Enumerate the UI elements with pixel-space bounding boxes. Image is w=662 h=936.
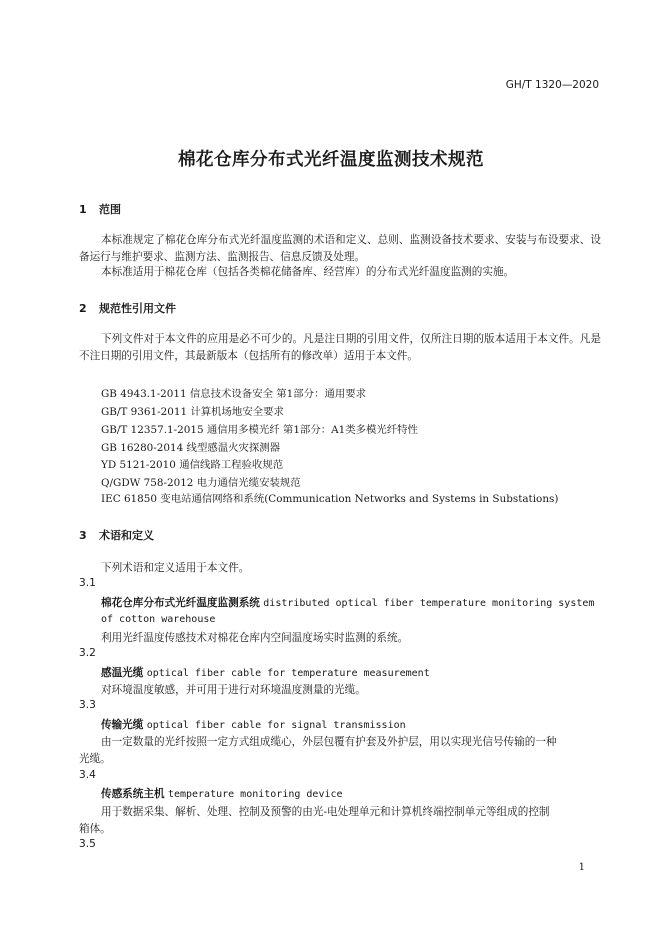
section-title: 规范性引用文件 [99,302,176,315]
section-number: 2 [79,302,87,315]
section-number: 1 [79,203,87,216]
term-definition: 利用光纤温度传感技术对棉花仓库内空间温度场实时监测的系统。 [101,632,409,644]
term-chinese: 传感系统主机 [101,788,165,800]
clause-number: 3.3 [79,699,96,711]
term-english: optical fiber cable for temperature measurement [146,668,430,679]
term-entry [101,786,343,801]
section-2-heading [79,300,176,316]
term-definition: 对环境温度敏感，并可用于进行对环境温度测量的光缆。 [101,684,366,696]
clause-number: 3.4 [79,769,96,781]
term-definition-continued: 箱体。 [79,823,111,835]
term-english: optical fiber cable for signal transmission [146,720,406,731]
clause-number: 3.1 [79,577,96,589]
reference-item: IEC 61850 变电站通信网络和系统(Communication Networks and Systems in Substations) [101,493,559,505]
section-1-heading [79,201,121,217]
term-english: of cotton warehouse [101,614,216,625]
section-number: 3 [79,529,87,542]
clause-number: 3.2 [79,647,96,659]
references-intro-paragraph: 下列文件对于本文件的应用是必不可少的。凡是注日期的引用文件，仅所注日期的版本适用于本文件。凡是不注日期的引用文件，其最新版本（包括所有的修改单）适用于本文件。 [79,333,601,362]
term-entry-continued [101,613,215,625]
reference-item: GB 16280-2014 线型感温火灾探测器 [101,442,281,454]
scope-paragraph-2: 本标准适用于棉花仓库（包括各类棉花储备库、经营库）的分布式光纤温度监测的实施。 [101,266,515,278]
document-title: 棉花仓库分布式光纤温度监测技术规范 [178,150,484,170]
reference-item: Q/GDW 758-2012 电力通信光缆安装规范 [101,477,301,489]
section-3-heading [79,527,154,543]
term-english: distributed optical fiber temperature monitoring system [263,598,595,609]
reference-item: YD 5121-2010 通信线路工程验收规范 [101,459,284,471]
term-entry [101,665,430,680]
scope-paragraph-1: 本标准规定了棉花仓库分布式光纤温度监测的术语和定义、总则、监测设备技术要求、安装与布设要求、设备运行与维护要求、监测方法、监测报告、信息反馈及处理。 [79,234,601,263]
term-chinese: 感温光缆 [101,667,144,679]
term-chinese: 传输光缆 [101,719,144,731]
term-definition-continued: 光缆。 [79,753,111,765]
term-english: temperature monitoring device [167,789,343,800]
term-definition: 由一定数量的光纤按照一定方式组成缆心，外层包覆有护套及外护层，用以实现光信号传输的一种 [101,736,557,748]
term-definition: 用于数据采集、解析、处理、控制及预警的由光-电处理单元和计算机终端控制单元等组成的控制 [101,806,550,818]
page-number: 1 [578,862,585,873]
term-chinese: 棉花仓库分布式光纤温度监测系统 [101,597,260,609]
clause-number: 3.5 [79,838,96,850]
term-entry [101,717,406,732]
terms-intro: 下列术语和定义适用于本文件。 [101,562,250,574]
reference-item: GB/T 12357.1-2015 通信用多模光纤 第1部分：A1类多模光纤特性 [101,424,418,436]
standard-code: GH/T 1320—2020 [505,79,599,91]
section-title: 范围 [99,203,121,216]
reference-item: GB/T 9361-2011 计算机场地安全要求 [101,406,284,418]
section-title: 术语和定义 [99,529,154,542]
term-entry [101,595,594,610]
reference-item: GB 4943.1-2011 信息技术设备安全 第1部分：通用要求 [101,388,367,400]
